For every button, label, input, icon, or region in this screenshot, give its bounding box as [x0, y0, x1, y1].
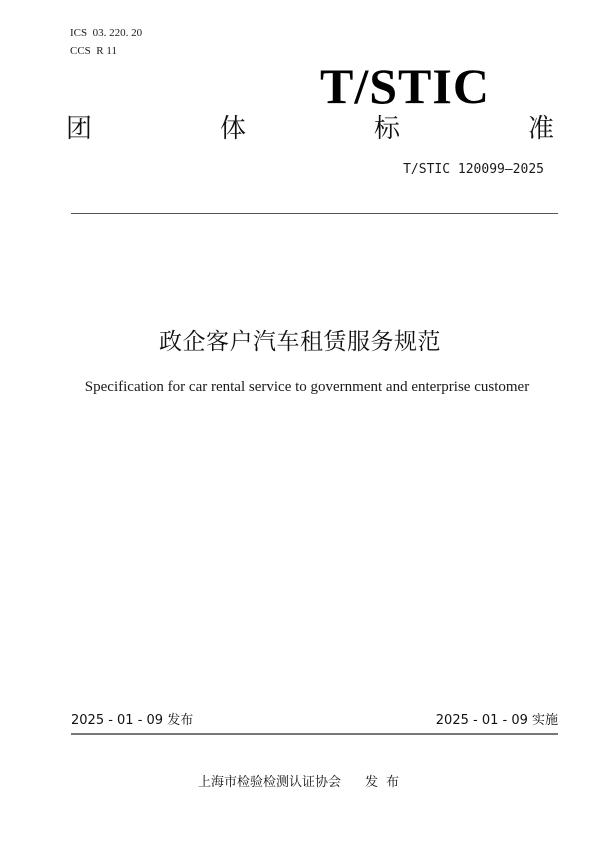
publisher-name: 上海市检验检测认证协会	[198, 775, 342, 790]
publish-label: 发布	[365, 775, 408, 790]
standard-type-char: 标	[373, 114, 400, 144]
header-divider	[71, 213, 558, 214]
standard-type-char: 准	[527, 114, 554, 144]
publisher-line	[198, 774, 407, 792]
brand-logo: T/STIC	[320, 58, 490, 114]
document-title-english: Specification for car rental service to government and enterprise customer	[84, 379, 530, 395]
document-title-chinese: 政企客户汽车租赁服务规范	[159, 329, 441, 355]
standard-type-heading	[66, 112, 554, 146]
implementation-date: 2025 - 01 - 09 实施	[435, 713, 558, 728]
issue-date: 2025 - 01 - 09 发布	[71, 713, 194, 728]
standard-number: T/STIC 120099—2025	[403, 162, 544, 177]
footer-divider	[71, 733, 558, 735]
standard-type-char: 团	[66, 114, 93, 144]
standard-type-char: 体	[219, 114, 246, 144]
ics-code: ICS 03. 220. 20	[70, 27, 143, 39]
ccs-code: CCS R 11	[70, 45, 117, 57]
